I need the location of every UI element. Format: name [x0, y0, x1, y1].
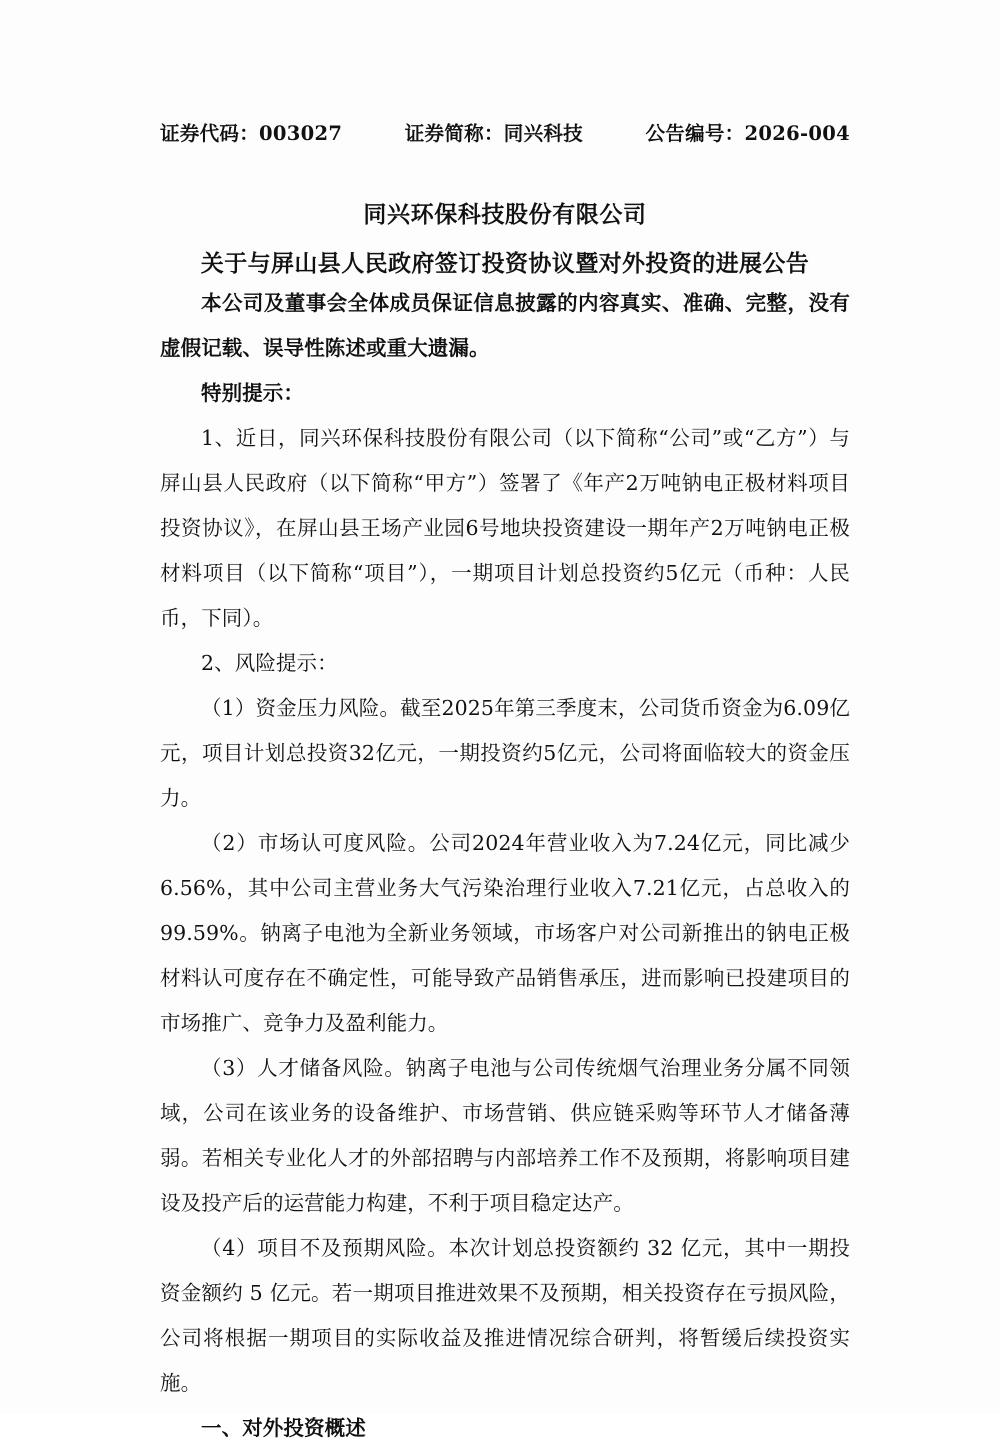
document-header-line: [160, 118, 850, 146]
company-name-title: 同兴环保科技股份有限公司: [363, 201, 647, 228]
document-content: [160, 0, 850, 1451]
security-code: [160, 118, 342, 146]
risk-item-market-acceptance: （2）市场认可度风险。公司2024年营业收入为7.24亿元，同比减少6.56%，其中公司主营业务大气污染治理行业收入7.21亿元，占总收入的99.59%。钠离子电池为全新业务领域，市场客户对公司新推出的钠电正极材料认可度存在不确定性，可能导致产品销售承压，进而影响已投建项目的市场推广、竞争力及盈利能力。: [160, 831, 850, 1035]
security-code-label: 证券代码：: [160, 122, 260, 145]
security-code-value: 003027: [259, 122, 343, 145]
announcement-number: [645, 118, 850, 146]
risk-item-project-underperformance: （4）项目不及预期风险。本次计划总投资额约 32 亿元，其中一期投资金额约 5 亿元。若一期项目推进效果不及预期，相关投资存在亏损风险，公司将根据一期项目的实际收益及推进情况综合研判，将暂缓后续投资实施。: [160, 1236, 850, 1395]
title-block: [160, 198, 850, 281]
security-name-value: 同兴科技: [503, 122, 583, 145]
risk-notice-heading: 2、风险提示：: [201, 651, 338, 675]
risk-item-funding-pressure: （1）资金压力风险。截至2025年第三季度末，公司货币资金为6.09亿元，项目计划总投资32亿元，一期投资约5亿元，公司将面临较大的资金压力。: [160, 696, 850, 810]
announcement-subject-title: 关于与屏山县人民政府签订投资协议暨对外投资的进展公告: [200, 249, 810, 277]
guarantee-statement: 本公司及董事会全体成员保证信息披露的内容真实、准确、完整，没有虚假记载、误导性陈述或重大遗漏。: [160, 291, 850, 360]
section-heading-investment-overview: 一、对外投资概述: [201, 1416, 366, 1440]
announcement-number-value: 2026-004: [744, 122, 850, 145]
risk-item-talent-reserve: （3）人才储备风险。钠离子电池与公司传统烟气治理业务分属不同领域，公司在该业务的设备维护、市场营销、供应链采购等环节人才储备薄弱。若相关专业化人才的外部招聘与内部培养工作不及预期，将影响项目建设及投产后的运营能力构建，不利于项目稳定达产。: [160, 1056, 850, 1215]
special-notice-item-1: 1、近日，同兴环保科技股份有限公司（以下简称“公司”或“乙方”）与屏山县人民政府（以下简称“甲方”）签署了《年产2万吨钠电正极材料项目投资协议》，在屏山县王场产业园6号地块投资建设一期年产2万吨钠电正极材料项目（以下简称“项目”），一期项目计划总投资约5亿元（币种：人民币，下同）。: [160, 426, 850, 630]
security-name-label: 证券简称：: [404, 122, 504, 145]
announcement-number-label: 公告编号：: [645, 122, 745, 145]
security-name: [405, 118, 583, 146]
special-notice-heading: 特别提示：: [201, 381, 304, 405]
